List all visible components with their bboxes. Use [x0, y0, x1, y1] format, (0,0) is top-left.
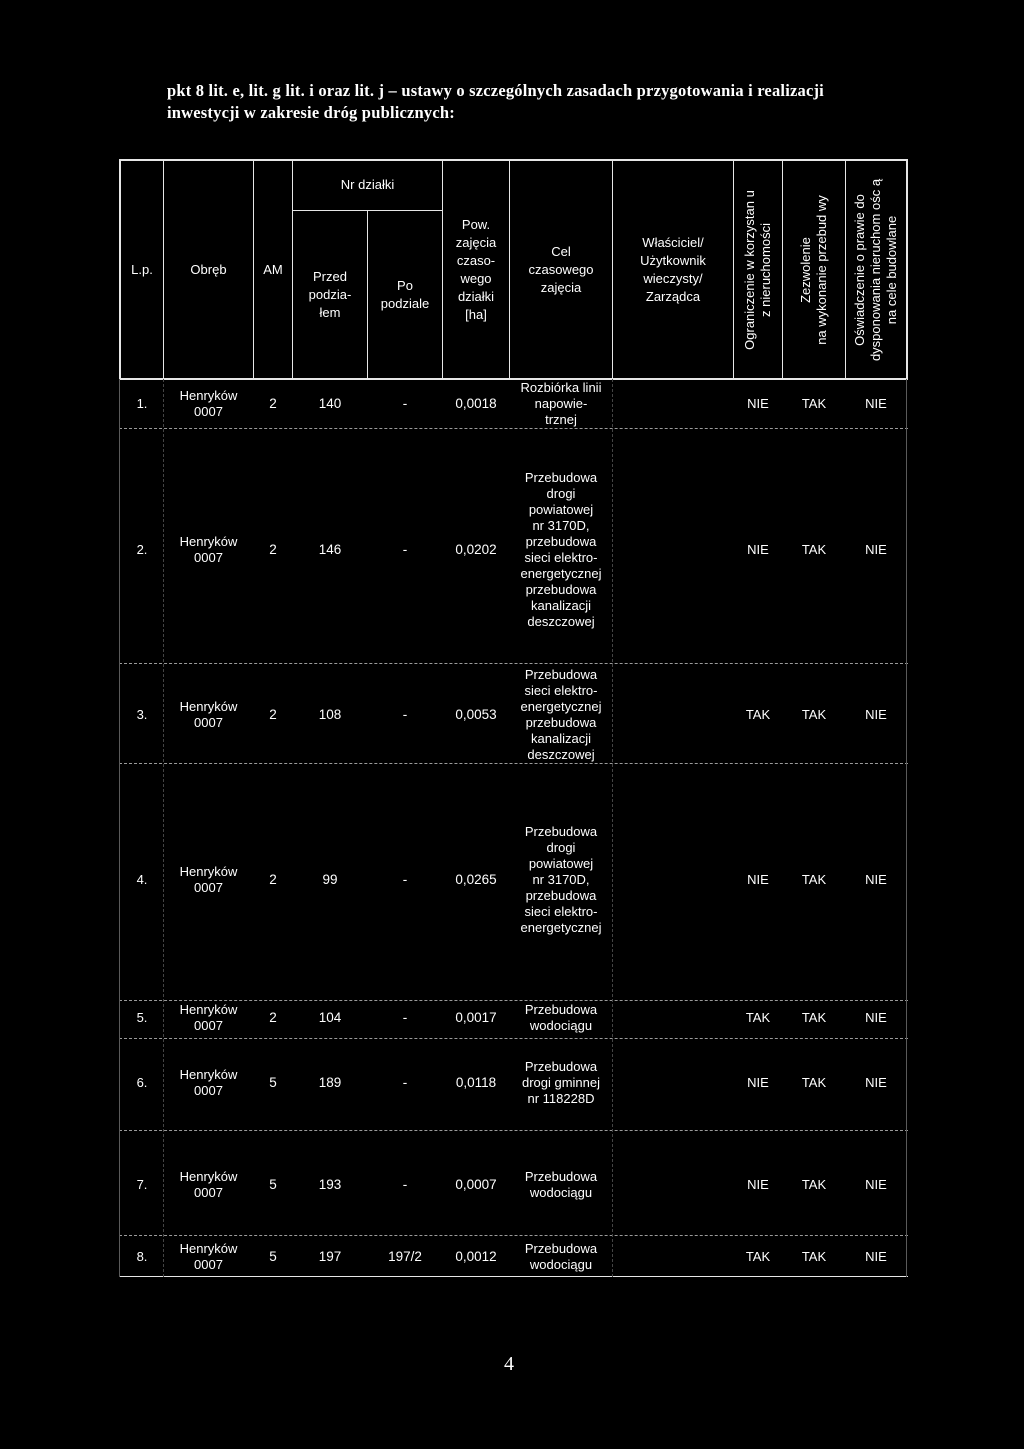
cell-am: 5 [269, 1177, 277, 1192]
cell-am: 5 [269, 1249, 277, 1264]
header-oswiadczenie-line-1: Oświadczenie o prawie do [852, 193, 868, 346]
cell-lp: 5. [136, 1010, 148, 1025]
cell-pow: 0,0202 [455, 542, 497, 557]
cell-obreb: Henryków 0007 [179, 864, 238, 895]
cell-po: - [402, 707, 408, 722]
header-wlasciciel: Właściciel/ Użytkownik wieczysty/ Zarządca [640, 234, 706, 304]
header-ograniczenie-line-2: z nieruchomości [758, 222, 773, 317]
header-powierzchnia: Pow. zajęcia czaso- wego działki [ha] [455, 216, 497, 322]
header-nr-dzialki: Nr działki [340, 177, 395, 192]
cell-ograniczenie: NIE [747, 1075, 769, 1090]
body-left-border [119, 379, 120, 1277]
cell-cel: Rozbiórka linii napowie- trznej [520, 380, 602, 427]
cell-oswiadczenie: NIE [865, 1010, 887, 1025]
cell-zezwolenie: TAK [801, 1075, 827, 1090]
cell-ograniczenie: NIE [747, 872, 769, 887]
cell-przed: 197 [318, 1249, 342, 1264]
cell-lp: 1. [136, 396, 148, 411]
cell-obreb: Henryków 0007 [179, 1241, 238, 1272]
cell-pow: 0,0018 [455, 396, 497, 411]
cell-zezwolenie: TAK [801, 872, 827, 887]
cell-am: 2 [269, 1010, 277, 1025]
cell-przed: 104 [318, 1010, 342, 1025]
cell-po: - [402, 1177, 408, 1192]
cell-po: - [402, 1010, 408, 1025]
cell-oswiadczenie: NIE [865, 542, 887, 557]
cell-cel: Przebudowa drogi powiatowej nr 3170D, przebudowa sieci elektro- energetycznej przebudowa kanalizacji deszczowej [520, 470, 602, 629]
cell-pow: 0,0118 [455, 1075, 497, 1090]
cell-am: 2 [269, 707, 277, 722]
header-am: AM [263, 261, 283, 277]
cell-pow: 0,0012 [455, 1249, 497, 1264]
cell-obreb: Henryków 0007 [179, 1002, 238, 1033]
cell-obreb: Henryków 0007 [179, 388, 238, 419]
cell-ograniczenie: NIE [747, 396, 769, 411]
cell-cel: Przebudowa drogi gminnej nr 118228D [521, 1059, 601, 1106]
cell-oswiadczenie: NIE [865, 707, 887, 722]
header-ograniczenie-line-1: Ograniczenie w korzystan u [742, 189, 757, 350]
cell-zezwolenie: TAK [801, 1249, 827, 1264]
cell-cel: Przebudowa wodociągu [524, 1002, 598, 1033]
cell-obreb: Henryków 0007 [179, 1067, 238, 1098]
cell-przed: 108 [318, 707, 342, 722]
cell-lp: 8. [136, 1249, 148, 1264]
cell-przed: 99 [322, 872, 338, 887]
cell-obreb: Henryków 0007 [179, 699, 238, 730]
cell-ograniczenie: TAK [745, 1249, 771, 1264]
header-obreb: Obręb [190, 261, 227, 277]
cell-po: - [402, 542, 408, 557]
cell-zezwolenie: TAK [801, 707, 827, 722]
body-col-divider [612, 379, 613, 1277]
cell-ograniczenie: NIE [747, 542, 769, 557]
cell-lp: 4. [136, 872, 148, 887]
cell-przed: 189 [318, 1075, 342, 1090]
cell-zezwolenie: TAK [801, 396, 827, 411]
header-zezwolenie-line-2: na wykonanie przebud wy [814, 194, 829, 345]
cell-po: - [402, 872, 408, 887]
cell-zezwolenie: TAK [801, 1010, 827, 1025]
cell-lp: 6. [136, 1075, 148, 1090]
cell-oswiadczenie: NIE [865, 1075, 887, 1090]
table-right-border [906, 159, 908, 379]
cell-am: 2 [269, 396, 277, 411]
cell-pow: 0,0265 [455, 872, 497, 887]
cell-am: 2 [269, 872, 277, 887]
cell-pow: 0,0007 [455, 1177, 497, 1192]
cell-am: 2 [269, 542, 277, 557]
cell-po: 197/2 [388, 1249, 422, 1264]
page-number: 4 [504, 1353, 514, 1375]
cell-pow: 0,0017 [455, 1010, 497, 1025]
cell-oswiadczenie: NIE [865, 1249, 887, 1264]
cell-pow: 0,0053 [455, 707, 497, 722]
cell-oswiadczenie: NIE [865, 396, 887, 411]
header-po-podziale: Po podziale [380, 277, 430, 311]
header-cel: Cel czasowego zajęcia [528, 243, 594, 295]
cell-ograniczenie: TAK [745, 1010, 771, 1025]
cell-oswiadczenie: NIE [865, 872, 887, 887]
cell-lp: 3. [136, 707, 148, 722]
intro-line-1: pkt 8 lit. e, lit. g lit. i oraz lit. j – ustawy o szczególnych zasadach przygotowania i realizacji [167, 81, 824, 100]
cell-lp: 7. [136, 1177, 148, 1192]
cell-cel: Przebudowa sieci elektro- energetycznej przebudowa kanalizacji deszczowej [520, 667, 602, 762]
cell-obreb: Henryków 0007 [179, 1169, 238, 1200]
cell-cel: Przebudowa drogi powiatowej nr 3170D, przebudowa sieci elektro- energetycznej [520, 824, 602, 935]
cell-przed: 146 [318, 542, 342, 557]
body-right-border [906, 379, 907, 1277]
header-lp: L.p. [131, 261, 153, 277]
cell-obreb: Henryków 0007 [179, 534, 238, 565]
cell-po: - [402, 1075, 408, 1090]
cell-zezwolenie: TAK [801, 542, 827, 557]
header-przed-podzialem: Przed podzia- łem [308, 268, 352, 320]
intro-line-2: inwestycji w zakresie dróg publicznych: [167, 103, 455, 122]
cell-oswiadczenie: NIE [865, 1177, 887, 1192]
cell-po: - [402, 396, 408, 411]
header-oswiadczenie-line-2: dysponowania nieruchom ośc ą [868, 178, 884, 361]
cell-przed: 193 [318, 1177, 342, 1192]
cell-am: 5 [269, 1075, 277, 1090]
cell-cel: Przebudowa wodociągu [524, 1169, 598, 1200]
header-zezwolenie-line-1: Zezwolenie [798, 236, 813, 303]
cell-lp: 2. [136, 542, 148, 557]
cell-ograniczenie: NIE [747, 1177, 769, 1192]
cell-cel: Przebudowa wodociągu [524, 1241, 598, 1272]
cell-zezwolenie: TAK [801, 1177, 827, 1192]
header-oswiadczenie-line-3: na cele budowlane [884, 215, 900, 324]
cell-przed: 140 [318, 396, 342, 411]
cell-ograniczenie: TAK [745, 707, 771, 722]
